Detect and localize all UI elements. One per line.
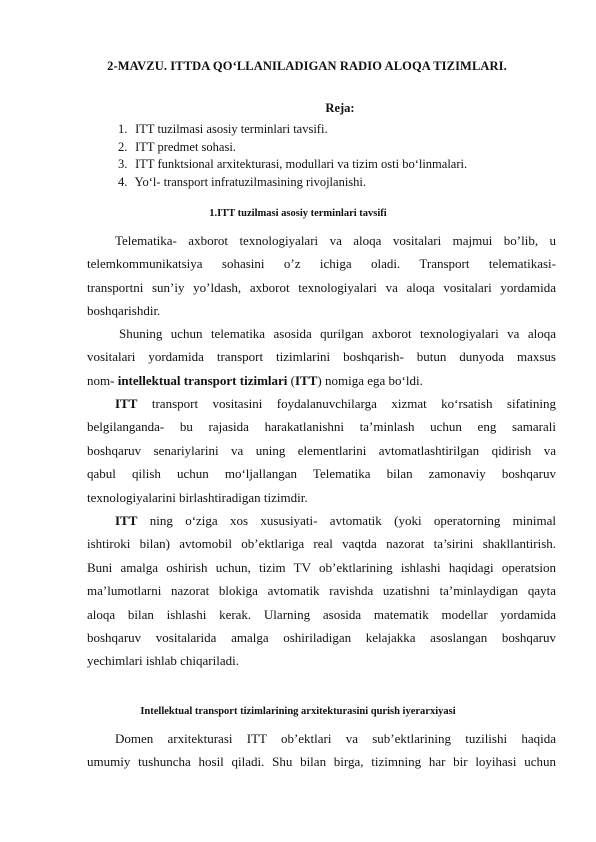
paragraph-domen: Domen arxitekturasi ITT ob’ektlari va sub’ektlarining tuzilishi haqida umumiy tushuncha hosil qiladi. Shu bilan birga, tizimning har bir loyihasi uchun	[87, 731, 556, 770]
plan-item: 4. Yo‘l- transport infratuzilmasining rivojlanishi.	[118, 174, 367, 189]
bold-term: intellektual transport tizimlari	[117, 372, 288, 388]
paragraph-telematika: Telematika- axborot texnologiyalari va aloqa vositalari majmui bo’lib, u telemkommunikatsiya sohasini o’z ichiga oladi. Transport telematikasi- transportni sun’iy yo’ldash, axborot texnologiyalari va aloqa vositalari yordamida boshqarishdir.	[87, 233, 556, 319]
bold-abbr: ITT	[295, 372, 318, 388]
document-title: 2-MAVZU. ITTDA QO‘LLANILADIGAN RADIO ALOQA TIZIMLARI.	[107, 59, 507, 73]
section-heading-architecture: Intellektual transport tizimlarining arxitekturasini qurish iyerarxiyasi	[140, 706, 456, 717]
paragraph-itt-feature: ITT ning o‘ziga xos xususiyati- avtomatik (yoki operatorning minimal ishtiroki bilan) avtomobil ob’ektlariga real vaqtda nazorat ta’sirini shakllantirish. Buni amalga oshirish uchun, tizim TV ob’ektlarining ishlashi haqidagi operatsion ma’lumotlarni nazorat blokiga avtomatik ravishda uzatishni ta’minlaydigan qayta aloqa bilan ishlashi kerak. Ularning asosida matematik modellar yordamida boshqaruv vositalarida amalga oshiriladigan kelajakka asoslangan boshqaruv yechimlari ishlab chiqariladi.	[87, 513, 556, 669]
paragraph-shuning-uchun: Shuning uchun telematika asosida qurilgan axborot texnologiyalari va aloqa vositalari yordamida transport tizimlarini boshqarish- butun dunyoda maxsus nom- intellektual transport tizimlari (ITT) nomiga ega bo‘ldi.	[87, 326, 556, 388]
plan-item: 2. ITT predmet sohasi.	[118, 139, 236, 154]
section-heading: 1.ITT tuzilmasi asosiy terminlari tavsifi	[209, 208, 387, 219]
plan-item: 3. ITT funktsional arxitekturasi, modullari va tizim osti bo‘linmalari.	[118, 157, 468, 171]
paragraph-itt-definition: ITT transport vositasini foydalanuvchilarga xizmat ko‘rsatish sifatining belgilanganda- bu rajasida harakatlanishni ta’minlash uchun eng samarali boshqaruv senariylarini va uning elementlarini avtomatlashtirilgan qidirish va qabul qilish uchun mo‘ljallangan Telematika bilan zamonaviy boshqaruv texnologiyalarini birlashtiradigan tizimdir.	[87, 396, 557, 505]
plan-heading: Reja:	[325, 101, 355, 115]
plan-item: 1. ITT tuzilmasi asosiy terminlari tavsifi.	[118, 122, 328, 136]
plan-list	[118, 121, 467, 191]
